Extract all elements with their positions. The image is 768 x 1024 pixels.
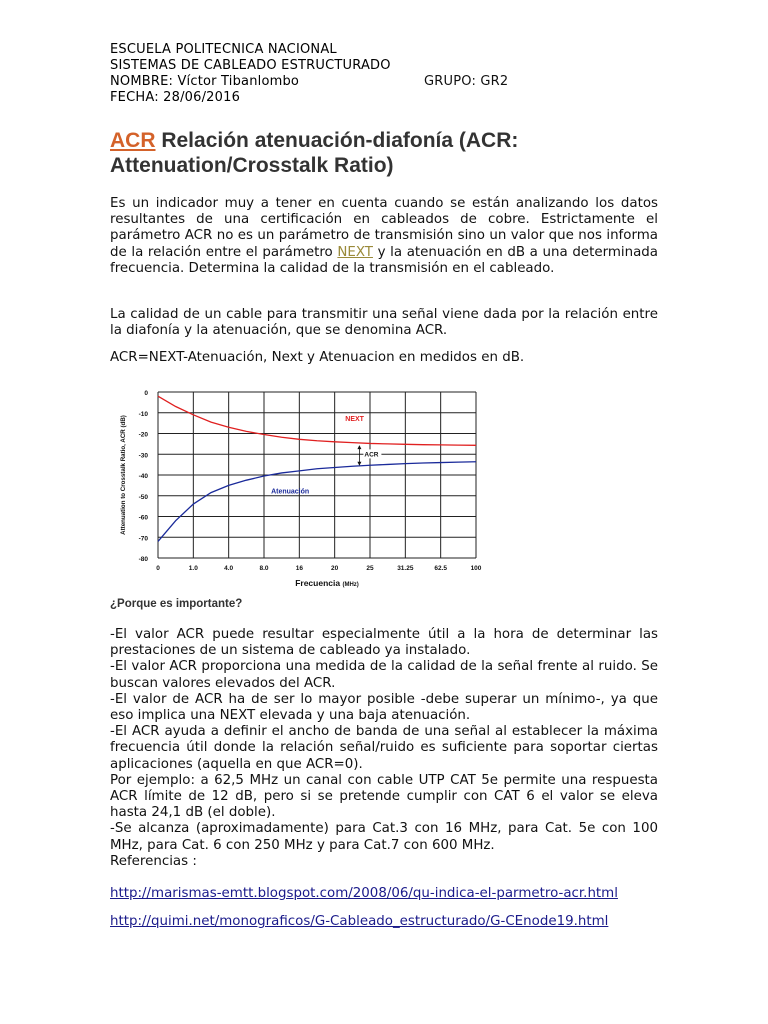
next-annotation: NEXT (345, 416, 364, 424)
y-tick-label: -70 (138, 535, 148, 543)
reference-link-1[interactable]: http://marismas-emtt.blogspot.com/2008/06/qu-indica-el-parmetro-acr.html (110, 886, 618, 901)
x-tick-label: 31.25 (397, 565, 414, 572)
y-tick-label: -50 (138, 493, 148, 501)
list-item: Por ejemplo: a 62,5 MHz un canal con cable UTP CAT 5e permite una respuesta ACR límite de 12 dB, pero si se pretende cumplir con CAT 6 el valor se eleva hasta 24,1 dB (el doble). (110, 772, 658, 821)
next-link[interactable]: NEXT (337, 244, 373, 260)
y-tick-label: 0 (144, 390, 148, 397)
formula-paragraph: ACR=NEXT-Atenuación, Next y Atenuacion en medidos en dB. (110, 350, 525, 365)
list-item: -El valor ACR proporciona una medida de la calidad de la señal frente al ruido. Se buscan valores elevados del ACR. (110, 659, 658, 691)
x-tick-label: 0 (156, 565, 160, 572)
x-tick-label: 20 (331, 565, 339, 572)
page-title (110, 128, 658, 178)
series-line-atenuacin (158, 462, 476, 542)
x-tick-label: 16 (295, 565, 303, 572)
x-tick-label: 1.0 (188, 565, 198, 572)
date-label: FECHA: 28/06/2016 (110, 90, 241, 105)
y-tick-label: -30 (138, 452, 148, 460)
x-tick-label: 4.0 (224, 565, 234, 572)
quality-paragraph: La calidad de un cable para transmitir una señal viene dada por la relación entre la diafonía y la atenuación, que se denomina ACR. (110, 307, 658, 339)
x-tick-label: 25 (366, 565, 374, 572)
course-name: SISTEMAS DE CABLEADO ESTRUCTURADO (110, 58, 391, 73)
y-tick-label: -40 (138, 473, 148, 480)
importance-list (110, 627, 658, 870)
group-label: GRUPO: GR2 (424, 74, 509, 89)
list-item: -El valor de ACR ha de ser lo mayor posible -debe superar un mínimo-, ya que eso implica una NEXT elevada y una baja atenuación. (110, 691, 658, 724)
reference-link-2[interactable]: http://quimi.net/monograficos/G-Cableado_estructurado/G-CEnode19.html (110, 914, 609, 929)
atenuacion-annotation: Atenuación (271, 488, 310, 496)
acr-annotation: ACR (364, 451, 379, 459)
y-tick-label: -20 (138, 431, 148, 439)
x-tick-label: 8.0 (259, 565, 269, 572)
school-name: ESCUELA POLITECNICA NACIONAL (110, 42, 337, 57)
x-axis-label: Frecuencia (MHz) (295, 578, 359, 588)
list-item: -El valor ACR puede resultar especialmente útil a la hora de determinar las prestaciones de un sistema de cableado ya instalado. (110, 627, 658, 659)
acr-chart-svg (110, 380, 490, 590)
list-item: -Se alcanza (aproximadamente) para Cat.3 con 16 MHz, para Cat. 5e con 100 MHz, para Cat. 6 con 250 MHz y para Cat.7 con 600 MHz. (110, 821, 658, 853)
acr-chart (110, 380, 490, 590)
y-tick-label: -10 (138, 410, 148, 418)
title-text: Relación atenuación-diafonía (ACR: Attenuation/Crosstalk Ratio) (110, 129, 519, 177)
x-tick-label: 62.5 (434, 565, 447, 572)
acr-title-link[interactable]: ACR (110, 129, 156, 152)
acr-arrow-head-down (357, 462, 361, 466)
x-tick-label: 100 (470, 565, 482, 572)
x-axis-unit: (MHz) (342, 582, 359, 588)
y-tick-label: -80 (138, 556, 148, 563)
series-line-next (158, 396, 476, 445)
intro-text-b: y la atenuación en dB a una determinada frecuencia. Determina la calidad de la transmisión en el cableado. (110, 244, 658, 276)
student-name: NOMBRE: Víctor Tibanlombo (110, 74, 300, 89)
acr-arrow-head-up (357, 445, 361, 449)
list-item: -El ACR ayuda a definir el ancho de banda de una señal al establecer la máxima frecuencia útil donde la relación señal/ruido es suficiente para soportar ciertas aplicaciones (aquella en que ACR=0). (110, 724, 658, 772)
y-tick-label: -60 (138, 514, 148, 522)
intro-paragraph (110, 196, 658, 277)
y-axis-label: Attenuation to Crosstalk Ratio, ACR (dB) (120, 415, 127, 535)
references-heading: Referencias : (110, 853, 197, 869)
intro-text-a: Es un indicador muy a tener en cuenta cuando se están analizando los datos resultantes de una certificación en cableados de cobre. Estrictamente el parámetro ACR no es un parámetro de transmisión sino un valor que nos informa de la relación entre el parámetro (110, 196, 658, 260)
question-heading: ¿Porque es importante? (110, 598, 243, 610)
